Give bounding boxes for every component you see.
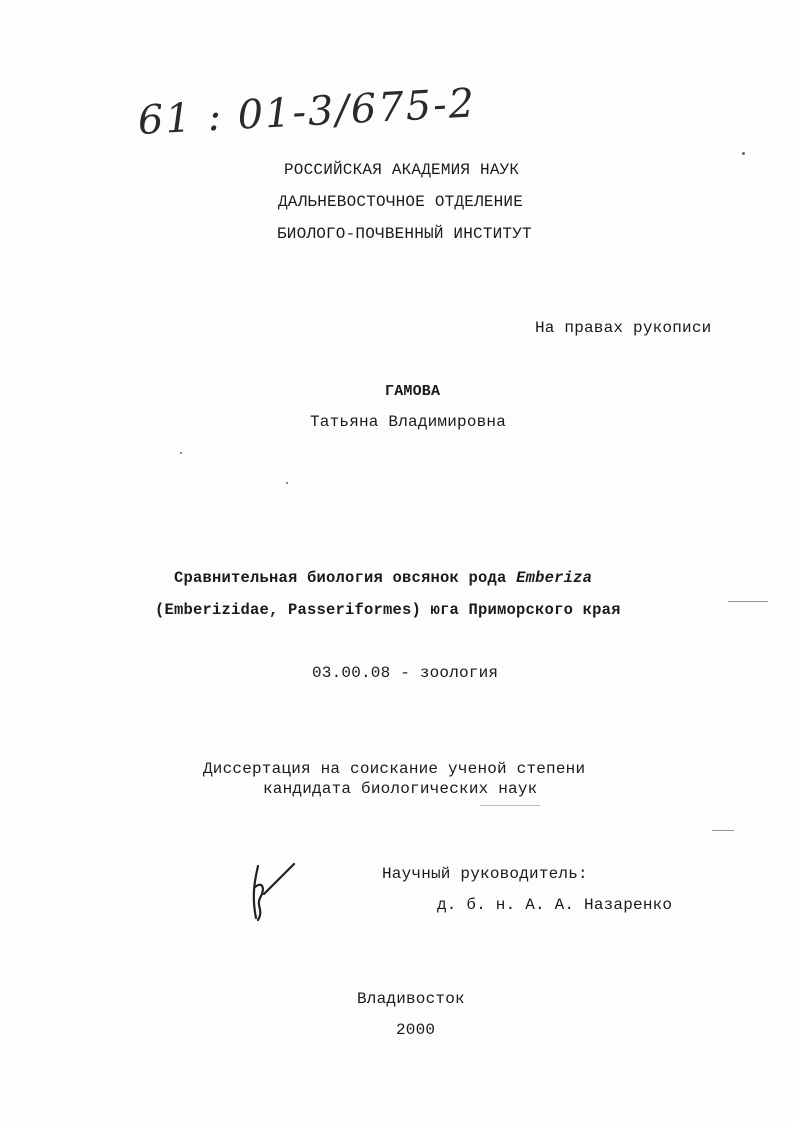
author-given-names: Татьяна Владимировна	[310, 413, 507, 431]
scan-dash	[480, 805, 540, 806]
scan-dash	[728, 601, 768, 602]
scan-dash	[712, 830, 734, 831]
specialty-code: 03.00.08 - зоология	[312, 664, 499, 682]
supervisor-name: д. б. н. А. А. Назаренко	[437, 896, 673, 914]
degree-line-2: кандидата биологических наук	[263, 780, 538, 798]
year: 2000	[396, 1021, 436, 1039]
supervisor-label: Научный руководитель:	[382, 865, 588, 883]
title-genus: Emberiza	[516, 569, 593, 587]
institution-line-3: БИОЛОГО-ПОЧВЕННЫЙ ИНСТИТУТ	[277, 225, 532, 243]
city: Владивосток	[357, 990, 465, 1008]
rights-note: На правах рукописи	[535, 319, 712, 337]
degree-line-1: Диссертация на соискание ученой степени	[203, 760, 586, 778]
scan-speck	[742, 152, 745, 155]
title-line-1-text: Сравнительная биология овсянок рода	[174, 569, 517, 587]
dissertation-title-line-2: (Emberizidae, Passeriformes) юга Приморского края	[155, 601, 621, 619]
scan-speck	[180, 452, 182, 454]
scan-speck	[286, 482, 288, 484]
dissertation-title-line-1	[174, 569, 592, 587]
author-surname: ГАМОВА	[385, 383, 441, 400]
archive-code-handwritten: 61 : 01-3/675-2	[136, 80, 478, 144]
supervisor-signature	[244, 858, 304, 928]
institution-line-2: ДАЛЬНЕВОСТОЧНОЕ ОТДЕЛЕНИЕ	[278, 193, 524, 211]
institution-line-1: РОССИЙСКАЯ АКАДЕМИЯ НАУК	[284, 161, 520, 179]
